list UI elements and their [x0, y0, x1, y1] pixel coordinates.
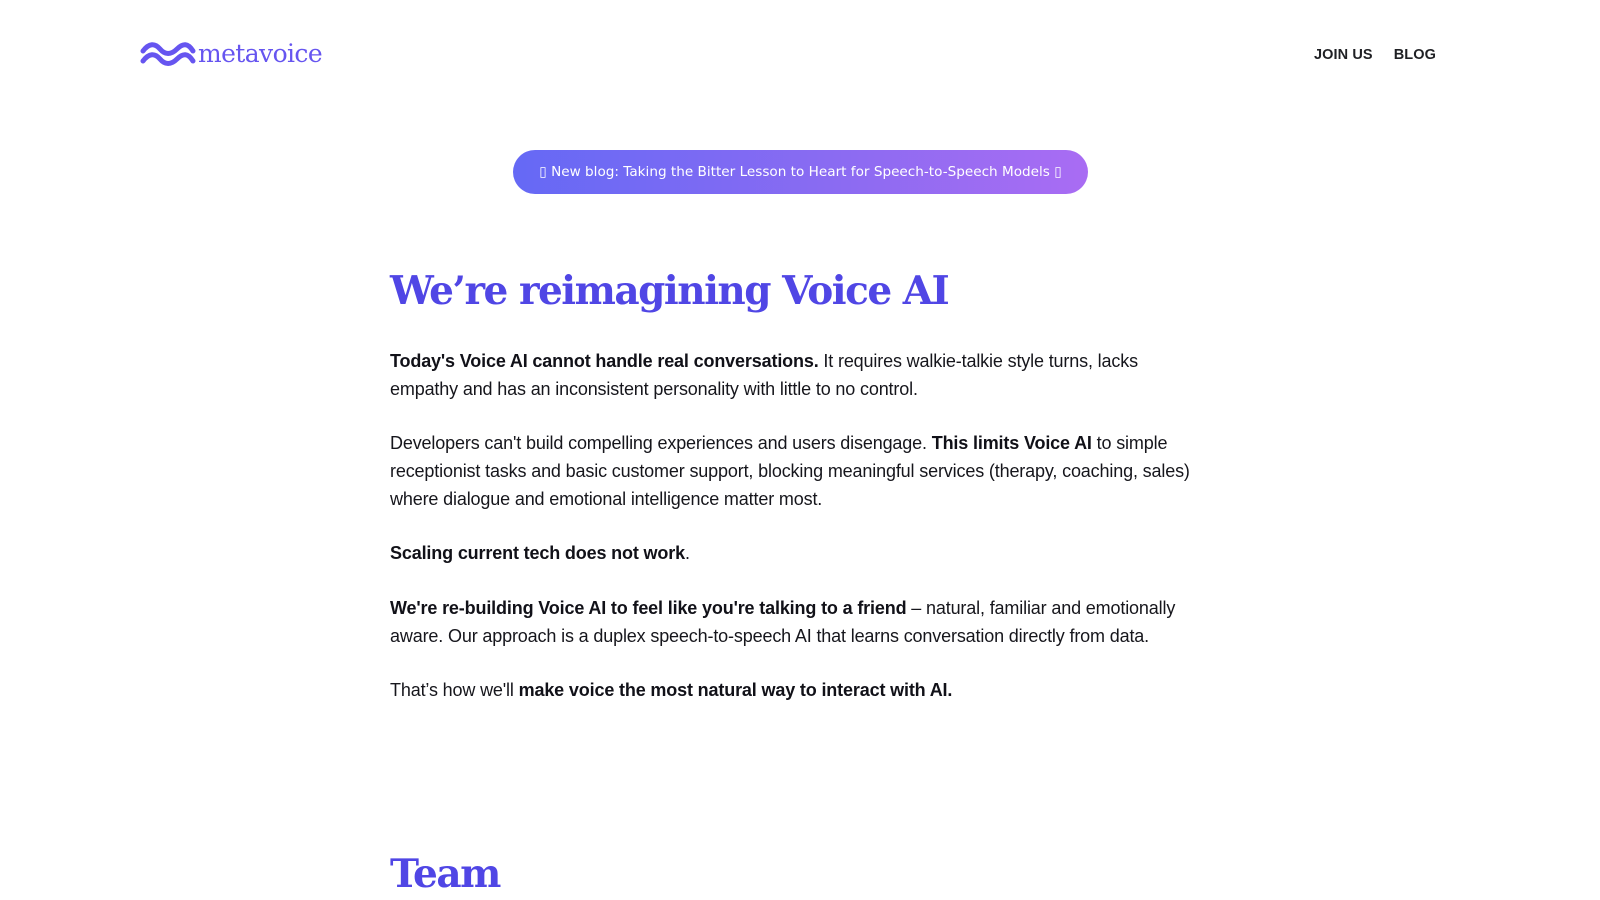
emphasis: This limits Voice AI	[931, 433, 1092, 453]
logo-link[interactable]	[140, 40, 322, 70]
banner-content	[539, 164, 1061, 180]
body-text: .	[684, 543, 690, 563]
body-text: – natural, familiar and emotionally aware. Our approach is a duplex speech-to-speech AI that learns conversation directly from data.	[390, 598, 1176, 646]
team-heading: Team	[390, 851, 500, 897]
logo-text: metavoice	[198, 38, 323, 68]
wave-logo-icon	[140, 40, 196, 70]
paragraph-developers	[390, 429, 1190, 513]
hero-title: We’re reimagining Voice AI	[390, 268, 949, 314]
body-text: to simple receptionist tasks and basic customer support, blocking meaningful services (therapy, coaching, sales) where dialogue and emotional intelligence matter most.	[390, 433, 1190, 509]
paragraph-rebuilding	[390, 594, 1190, 650]
paragraph-scaling	[390, 539, 1190, 567]
body-text: It requires walkie-talkie style turns, lacks empathy and has an inconsistent personality with little to no control.	[390, 351, 1138, 399]
emphasis: Today's Voice AI cannot handle real conversations.	[390, 351, 819, 371]
emphasis: make voice the most natural way to interact with AI.	[518, 680, 953, 700]
new-blog-banner[interactable]	[513, 150, 1088, 194]
emphasis: We're re-building Voice AI to feel like you're talking to a friend	[390, 598, 907, 618]
nav-blog[interactable]: BLOG	[1393, 47, 1436, 63]
main-nav	[1314, 47, 1436, 63]
nav-join-us[interactable]: JOIN US	[1313, 47, 1373, 63]
banner-text: New blog: Taking the Bitter Lesson to Heart for Speech-to-Speech Models	[551, 164, 1050, 180]
arrow-icon: ▯	[1054, 164, 1062, 180]
body-text: That’s how we'll	[390, 680, 519, 700]
emphasis: Scaling current tech does not work	[390, 543, 685, 563]
paragraph-problem	[390, 347, 1190, 403]
paragraph-vision	[390, 676, 1190, 704]
body-text: Developers can't build compelling experiences and users disengage.	[390, 433, 932, 453]
sparkle-icon: ▯	[539, 164, 547, 180]
site-header	[0, 0, 1600, 110]
